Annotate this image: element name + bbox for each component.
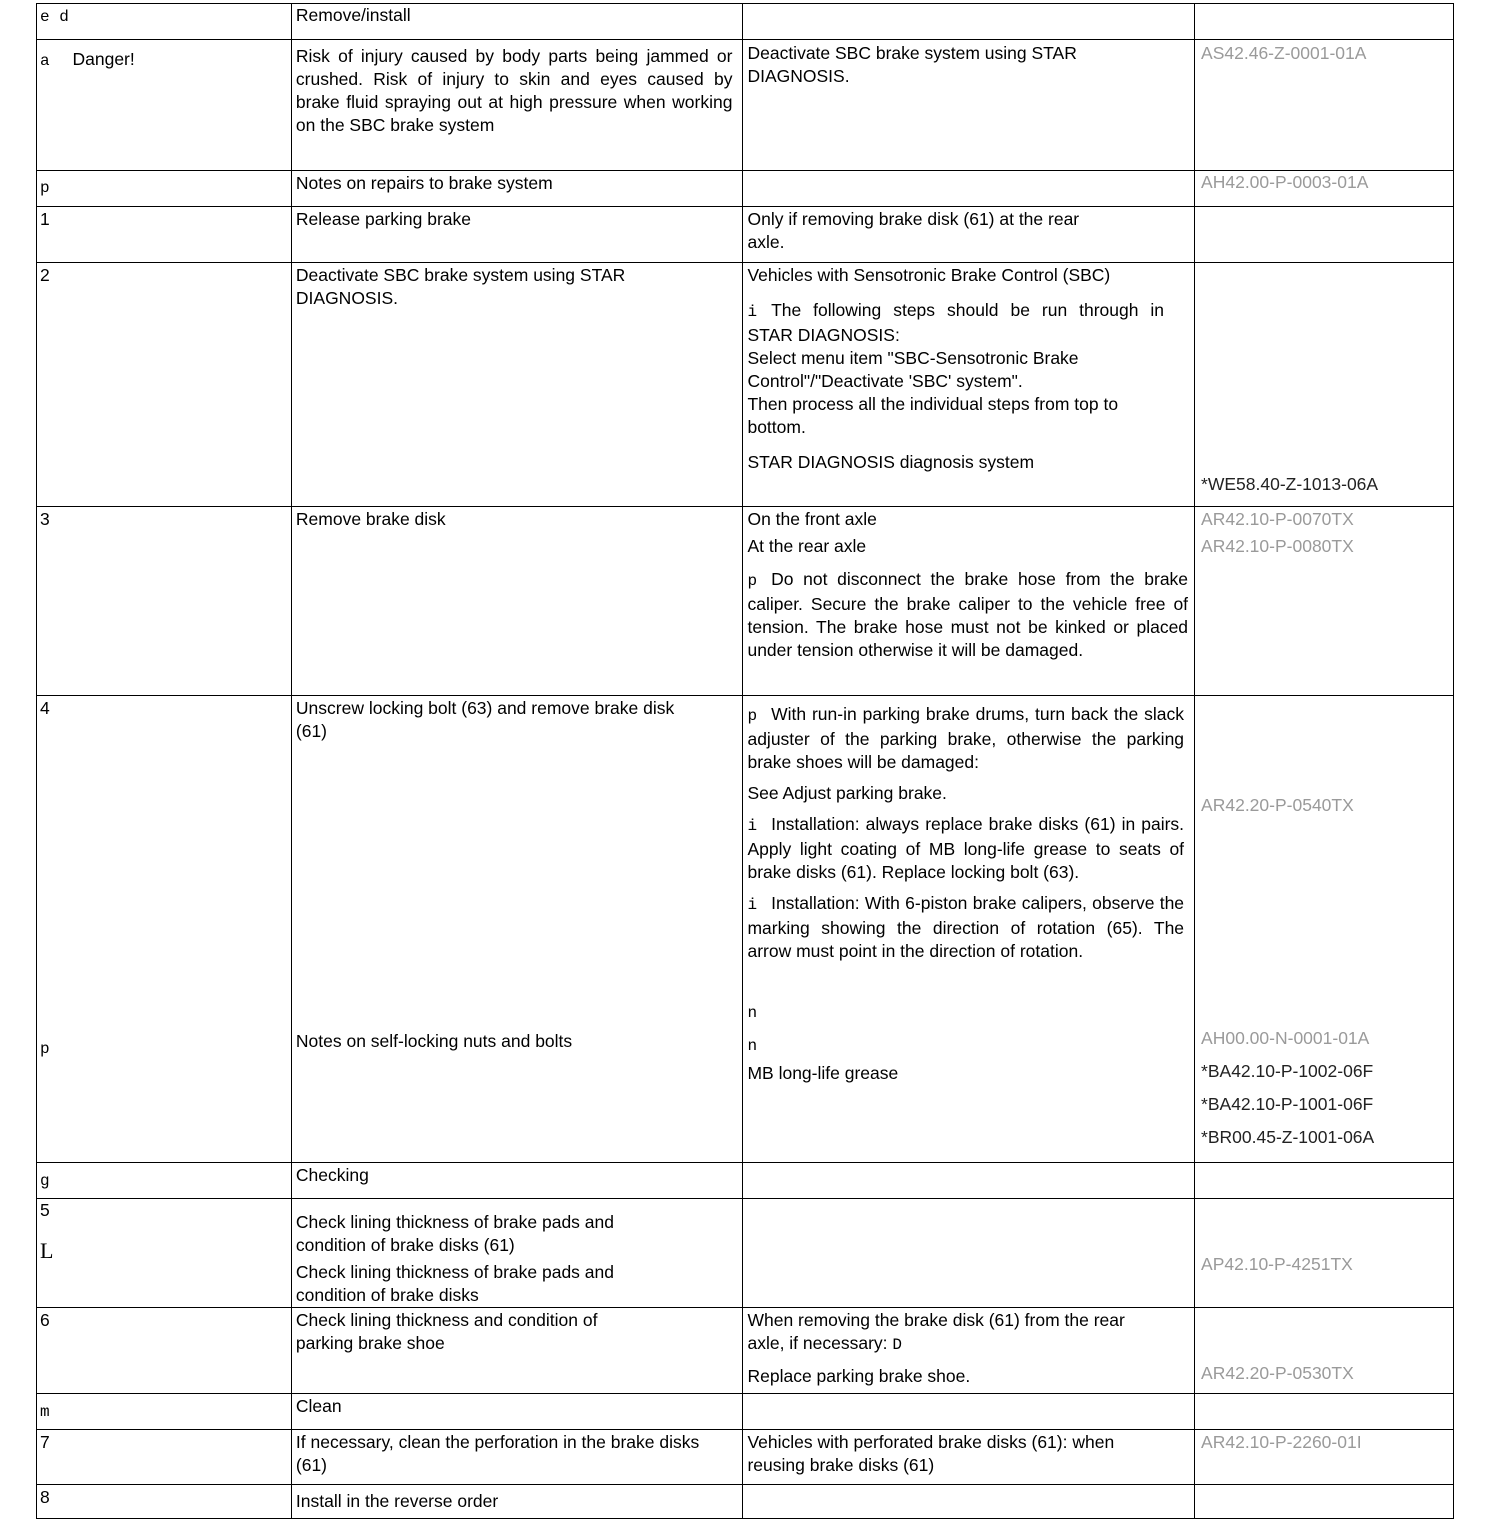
action-cell	[291, 1485, 743, 1519]
tool-symbol: n	[747, 1037, 758, 1055]
info-note: i The following steps should be run through in STAR DIAGNOSIS:	[747, 300, 1165, 345]
table-row	[37, 4, 1454, 40]
step-number: 6	[40, 1310, 50, 1330]
refs-cell	[1195, 171, 1454, 207]
refs-cell	[1195, 1199, 1454, 1308]
doc-ref-link[interactable]: AS42.46-Z-0001-01A	[1201, 43, 1367, 63]
action-text: Notes on self-locking nuts and bolts	[295, 1031, 573, 1051]
note-text: STAR DIAGNOSIS diagnosis system	[747, 452, 1035, 472]
note-text: See Adjust parking brake.	[747, 783, 947, 803]
refs-cell	[1195, 1485, 1454, 1519]
action-cell	[291, 1163, 743, 1199]
table-row	[37, 171, 1454, 207]
note-text: When removing the brake disk (61) from the rear axle, if necessary: D	[747, 1310, 1125, 1354]
action-text: Check lining thickness of brake pads and condition of brake disks (61)	[295, 1212, 614, 1255]
doc-ref-link[interactable]: *BA42.10-P-1002-06F	[1201, 1061, 1374, 1081]
notes-cell	[743, 171, 1195, 207]
step-cell	[37, 1308, 292, 1394]
notes-cell	[743, 1308, 1195, 1394]
diagnosis-icon: D	[892, 1336, 903, 1354]
note-text: Select menu item "SBC-Sensotronic Brake Control"/"Deactivate 'SBC' system".	[747, 348, 1079, 391]
doc-ref-link[interactable]: AH00.00-N-0001-01A	[1201, 1028, 1370, 1048]
note-text: Vehicles with perforated brake disks (61): when reusing brake disks (61)	[747, 1432, 1115, 1475]
note-icon: p	[747, 707, 758, 725]
remove-install-icon: e d	[40, 8, 69, 26]
refs-cell	[1195, 40, 1454, 171]
note-text: Replace parking brake shoe.	[747, 1366, 971, 1386]
doc-ref-link[interactable]: AP42.10-P-4251TX	[1201, 1254, 1353, 1274]
step-number: 3	[40, 509, 50, 529]
step-number: 1	[40, 209, 50, 229]
step-cell	[37, 40, 292, 171]
table-row	[37, 1163, 1454, 1199]
doc-ref-link[interactable]: AR42.20-P-0530TX	[1201, 1363, 1354, 1383]
doc-ref-link[interactable]: AR42.10-P-0070TX	[1201, 509, 1354, 529]
notes-cell	[743, 1163, 1195, 1199]
refs-cell	[1195, 696, 1454, 1163]
notes-cell	[743, 4, 1195, 40]
table-row	[37, 207, 1454, 263]
notes-cell	[743, 40, 1195, 171]
action-cell	[291, 171, 743, 207]
clean-icon: m	[40, 1403, 50, 1421]
info-icon: i	[747, 817, 758, 835]
table-row	[37, 1485, 1454, 1519]
action-cell	[291, 1199, 743, 1308]
danger-icon: a	[40, 52, 50, 70]
note-text: Deactivate SBC brake system using STAR DIAGNOSIS.	[747, 43, 1077, 86]
action-text: Deactivate SBC brake system using STAR DIAGNOSIS.	[295, 265, 626, 308]
notes-cell	[743, 1430, 1195, 1485]
step-cell	[37, 1430, 292, 1485]
info-note: i Installation: always replace brake disks (61) in pairs. Apply light coating of MB long-life grease to seats of brake disks (61). Replace locking bolt (63).	[747, 814, 1185, 882]
step-number: 8	[40, 1487, 50, 1507]
step-cell	[37, 207, 292, 263]
note-text: MB long-life grease	[747, 1063, 899, 1083]
note-text: Then process all the individual steps from top to bottom.	[747, 394, 1119, 437]
refs-cell	[1195, 1394, 1454, 1430]
tool-symbol: n	[747, 1004, 758, 1022]
table-row	[37, 696, 1454, 1163]
note-text: On the front axle	[747, 509, 877, 529]
action-text: Check lining thickness of brake pads and condition of brake disks	[295, 1262, 614, 1305]
note-icon: p	[40, 179, 50, 197]
warning-note: p With run-in parking brake drums, turn back the slack adjuster of the parking brake, otherwise the parking brake shoes will be damaged:	[747, 704, 1185, 772]
note-text: Vehicles with Sensotronic Brake Control (SBC)	[747, 265, 1111, 285]
action-text: Unscrew locking bolt (63) and remove brake disk (61)	[295, 698, 675, 741]
action-cell	[291, 40, 743, 171]
doc-ref-link[interactable]: AR42.20-P-0540TX	[1201, 795, 1354, 815]
step-cell	[37, 1163, 292, 1199]
action-text: Notes on repairs to brake system	[295, 173, 553, 193]
refs-cell	[1195, 507, 1454, 696]
action-text: Remove brake disk	[295, 509, 446, 529]
checking-icon: g	[40, 1172, 50, 1190]
action-cell	[291, 1394, 743, 1430]
doc-ref-link[interactable]: AR42.10-P-2260-01I	[1201, 1432, 1362, 1452]
action-text: Clean	[295, 1396, 342, 1416]
step-number: 5	[40, 1200, 50, 1220]
table-row	[37, 263, 1454, 507]
notes-cell	[743, 507, 1195, 696]
refs-cell	[1195, 207, 1454, 263]
action-cell	[291, 1430, 743, 1485]
check-icon: L	[40, 1238, 54, 1263]
table-row	[37, 1199, 1454, 1308]
table-row	[37, 1308, 1454, 1394]
notes-cell	[743, 1485, 1195, 1519]
action-cell	[291, 696, 743, 1163]
refs-cell	[1195, 1308, 1454, 1394]
repair-procedure-table	[36, 3, 1454, 1519]
notes-cell	[743, 696, 1195, 1163]
notes-cell	[743, 263, 1195, 507]
action-cell	[291, 4, 743, 40]
action-text: If necessary, clean the perforation in the brake disks (61)	[295, 1432, 700, 1475]
table-row	[37, 1394, 1454, 1430]
step-cell	[37, 171, 292, 207]
step-number: 7	[40, 1432, 50, 1452]
notes-cell	[743, 207, 1195, 263]
action-text: Release parking brake	[295, 209, 471, 229]
table-row	[37, 40, 1454, 171]
table-row	[37, 1430, 1454, 1485]
danger-label: Danger!	[72, 49, 135, 69]
note-text: Only if removing brake disk (61) at the rear axle.	[747, 209, 1080, 252]
step-cell	[37, 696, 292, 1163]
action-cell	[291, 263, 743, 507]
info-icon: i	[747, 896, 758, 914]
danger-text: Risk of injury caused by body parts being jammed or crushed. Risk of injury to skin and eyes caused by brake fluid spraying out at high pressure when working on the SBC brake system	[295, 46, 733, 135]
notes-cell	[743, 1394, 1195, 1430]
doc-ref-link[interactable]: *BR00.45-Z-1001-06A	[1201, 1127, 1375, 1147]
step-cell	[37, 1485, 292, 1519]
refs-cell	[1195, 263, 1454, 507]
note-text: At the rear axle	[747, 536, 867, 556]
action-text: Checking	[295, 1165, 369, 1185]
note-icon: p	[747, 572, 758, 590]
action-text: Install in the reverse order	[295, 1491, 499, 1511]
warning-note: p Do not disconnect the brake hose from the brake caliper. Secure the brake caliper to the vehicle free of tension. The brake hose must not be kinked or placed under tension otherwise it will be damaged.	[747, 569, 1189, 660]
action-cell	[291, 207, 743, 263]
note-icon: p	[40, 1040, 50, 1058]
refs-cell	[1195, 1163, 1454, 1199]
info-note: i Installation: With 6-piston brake calipers, observe the marking showing the direction of rotation (65). The arrow must point in the direction of rotation.	[747, 893, 1185, 961]
info-icon: i	[747, 303, 758, 321]
action-text: Check lining thickness and condition of parking brake shoe	[295, 1310, 598, 1353]
step-number: 4	[40, 698, 50, 718]
step-cell	[37, 507, 292, 696]
refs-cell	[1195, 1430, 1454, 1485]
doc-ref-link[interactable]: AR42.10-P-0080TX	[1201, 536, 1354, 556]
table-row	[37, 507, 1454, 696]
doc-ref-link[interactable]: AH42.00-P-0003-01A	[1201, 172, 1369, 192]
step-cell	[37, 263, 292, 507]
refs-cell	[1195, 4, 1454, 40]
action-text: Remove/install	[295, 5, 411, 25]
doc-ref-link[interactable]: *WE58.40-Z-1013-06A	[1201, 474, 1379, 494]
step-cell	[37, 1199, 292, 1308]
step-number: 2	[40, 265, 50, 285]
notes-cell	[743, 1199, 1195, 1308]
action-cell	[291, 1308, 743, 1394]
step-cell	[37, 4, 292, 40]
step-cell	[37, 1394, 292, 1430]
action-cell	[291, 507, 743, 696]
doc-ref-link[interactable]: *BA42.10-P-1001-06F	[1201, 1094, 1374, 1114]
